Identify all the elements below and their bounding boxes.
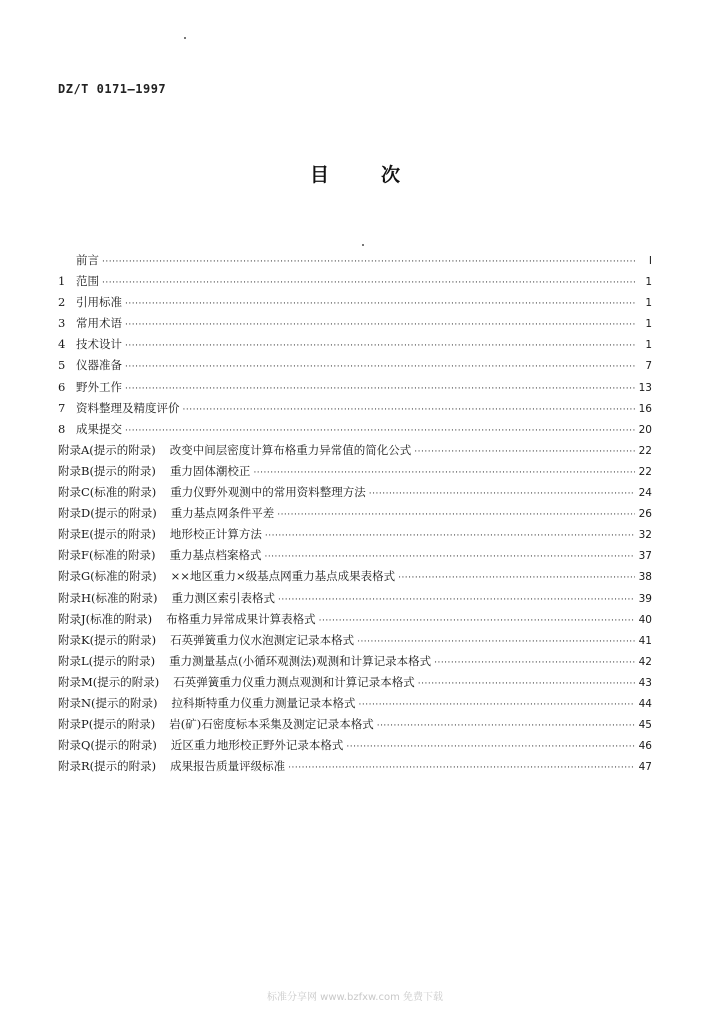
dot-leader [125, 362, 635, 372]
page-number: 1 [645, 339, 652, 352]
appendix-label: 附录Q(提示的附录) [58, 738, 157, 753]
appendix-label: 附录C(标准的附录) [58, 485, 157, 500]
toc-entry-number: 1 [58, 274, 66, 289]
toc-entry-number: 8 [58, 421, 66, 436]
dot-leader [125, 299, 635, 309]
appendix-label: 附录J(标准的附录) [58, 611, 153, 626]
toc-appendix-entry[interactable] [58, 716, 652, 737]
page-number: 42 [638, 655, 652, 668]
page-number: 45 [638, 719, 652, 732]
page-number: 47 [638, 761, 652, 774]
appendix-title: 拉科斯特重力仪重力测量记录本格式 [171, 695, 356, 710]
dot-leader [398, 573, 635, 583]
toc-appendix-entry[interactable] [58, 632, 652, 653]
page-number: 20 [638, 423, 652, 436]
toc-entry[interactable] [58, 252, 652, 273]
appendix-title: ××地区重力×级基点网重力基点成果表格式 [170, 569, 396, 584]
toc-appendix-entry[interactable] [58, 737, 652, 758]
dot-leader [359, 700, 635, 710]
dot-leader [346, 742, 635, 752]
page-number: 26 [638, 508, 652, 521]
dot-leader [125, 341, 635, 351]
appendix-title: 地形校正计算方法 [169, 527, 262, 542]
watermark: 标准分享网 www.bzfxw.com 免费下载 [267, 992, 443, 1003]
appendix-label: 附录L(提示的附录) [58, 653, 156, 668]
appendix-label: 附录G(标准的附录) [58, 569, 157, 584]
dot-leader [265, 531, 635, 541]
appendix-title: 石英弹簧重力仪重力测点观测和计算记录本格式 [173, 674, 415, 689]
toc-entry-title: 技术设计 [76, 337, 122, 352]
page-number: 1 [645, 297, 652, 310]
appendix-label: 附录D(提示的附录) [58, 506, 157, 521]
page-number: 46 [638, 740, 652, 753]
toc-entry[interactable] [58, 379, 652, 400]
toc-entry[interactable] [58, 357, 652, 378]
toc-entry-title: 常用术语 [76, 316, 122, 331]
appendix-title: 岩(矿)石密度标本采集及测定记录本格式 [169, 717, 374, 732]
page-number: 41 [638, 634, 652, 647]
dot-leader [125, 426, 635, 436]
toc-appendix-entry[interactable] [58, 590, 652, 611]
dot-leader [288, 763, 635, 773]
scan-speck [184, 37, 186, 39]
appendix-label: 附录K(提示的附录) [58, 632, 157, 647]
appendix-title: 改变中间层密度计算布格重力异常值的简化公式 [169, 442, 412, 457]
appendix-title: 重力测量基点(小循环观测法)观测和计算记录本格式 [169, 653, 432, 668]
toc-appendix-entry[interactable] [58, 463, 652, 484]
appendix-label: 附录A(提示的附录) [58, 442, 156, 457]
page-number: 40 [638, 613, 652, 626]
dot-leader [125, 320, 635, 330]
toc-entry-number: 3 [58, 316, 66, 331]
toc-entry-title: 前言 [76, 253, 99, 267]
toc-appendix-entry[interactable] [58, 442, 652, 463]
toc-appendix-entry[interactable] [58, 695, 652, 716]
toc-entry-title: 仪器准备 [76, 358, 122, 373]
dot-leader [102, 257, 635, 267]
toc-entry-title: 资料整理及精度评价 [76, 400, 180, 415]
toc-appendix-entry[interactable] [58, 653, 652, 674]
dot-leader [125, 384, 635, 394]
dot-leader [102, 278, 635, 288]
toc-appendix-entry[interactable] [58, 674, 652, 695]
toc-appendix-entry[interactable] [58, 505, 652, 526]
page-number: 22 [638, 444, 652, 457]
dot-leader [377, 721, 635, 731]
appendix-title: 重力固体潮校正 [169, 463, 251, 478]
toc-entry-title: 成果提交 [76, 421, 122, 436]
appendix-label: 附录E(提示的附录) [58, 527, 156, 542]
toc-entry-number: 7 [58, 400, 66, 415]
appendix-title: 重力仪野外观测中的常用资料整理方法 [170, 485, 366, 500]
toc-entry-title: 引用标准 [76, 295, 122, 310]
appendix-title: 成果报告质量评级标准 [170, 759, 286, 774]
dot-leader [319, 616, 635, 626]
page-number: 1 [645, 318, 652, 331]
appendix-label: 附录H(标准的附录) [58, 590, 158, 605]
appendix-label: 附录R(提示的附录) [58, 759, 157, 774]
scan-speck [362, 244, 364, 246]
appendix-title: 重力基点档案格式 [169, 548, 262, 563]
toc-entry-number: 4 [58, 337, 66, 352]
page-number: I [648, 255, 652, 267]
toc-appendix-entry[interactable] [58, 547, 652, 568]
page-number: 43 [638, 676, 652, 689]
page-number: 7 [645, 360, 652, 373]
toc-appendix-entry[interactable] [58, 526, 652, 547]
page-number: 24 [638, 487, 652, 500]
appendix-title: 重力基点网条件平差 [170, 506, 275, 521]
dot-leader [357, 637, 635, 647]
appendix-title: 石英弹簧重力仪水泡测定记录本格式 [170, 632, 355, 647]
toc-entry-number: 6 [58, 379, 66, 394]
toc-appendix-entry[interactable] [58, 484, 652, 505]
toc-appendix-entry[interactable] [58, 568, 652, 589]
dot-leader [434, 658, 635, 668]
toc-entry-title: 野外工作 [76, 379, 122, 394]
toc-appendix-entry[interactable] [58, 611, 652, 632]
toc-entry[interactable] [58, 336, 652, 357]
page-number: 32 [638, 529, 652, 542]
dot-leader [414, 447, 635, 457]
page-number: 16 [638, 402, 652, 415]
appendix-label: 附录F(标准的附录) [58, 548, 156, 563]
page-number: 37 [638, 550, 652, 563]
toc-entry[interactable] [58, 400, 652, 421]
standard-code: DZ/T 0171—1997 [58, 82, 167, 96]
page-number: 1 [645, 276, 652, 289]
dot-leader [183, 405, 636, 415]
page-title: 目次 [309, 164, 452, 186]
page-number: 38 [638, 571, 652, 584]
table-of-contents [58, 252, 652, 779]
dot-leader [277, 510, 635, 520]
page-number: 39 [638, 592, 652, 605]
toc-entry[interactable] [58, 421, 652, 442]
appendix-label: 附录P(提示的附录) [58, 717, 156, 732]
toc-entry[interactable] [58, 273, 652, 294]
page-number: 22 [638, 465, 652, 478]
page-number: 44 [638, 697, 652, 710]
appendix-title: 布格重力异常成果计算表格式 [166, 611, 316, 626]
toc-entry-title: 范围 [76, 274, 99, 289]
page-number: 13 [638, 381, 652, 394]
appendix-label: 附录B(提示的附录) [58, 463, 156, 478]
toc-entry[interactable] [58, 294, 652, 315]
dot-leader [418, 679, 635, 689]
toc-entry-number: 2 [58, 295, 66, 310]
dot-leader [264, 552, 635, 562]
appendix-label: 附录M(提示的附录) [58, 674, 160, 689]
dot-leader [369, 489, 635, 499]
toc-entry[interactable] [58, 315, 652, 336]
appendix-label: 附录N(提示的附录) [58, 695, 158, 710]
toc-appendix-entry[interactable] [58, 758, 652, 779]
toc-entry-number: 5 [58, 358, 66, 373]
dot-leader [278, 595, 635, 605]
dot-leader [253, 468, 635, 478]
appendix-title: 近区重力地形校正野外记录本格式 [170, 738, 344, 753]
appendix-title: 重力测区索引表格式 [171, 590, 276, 605]
